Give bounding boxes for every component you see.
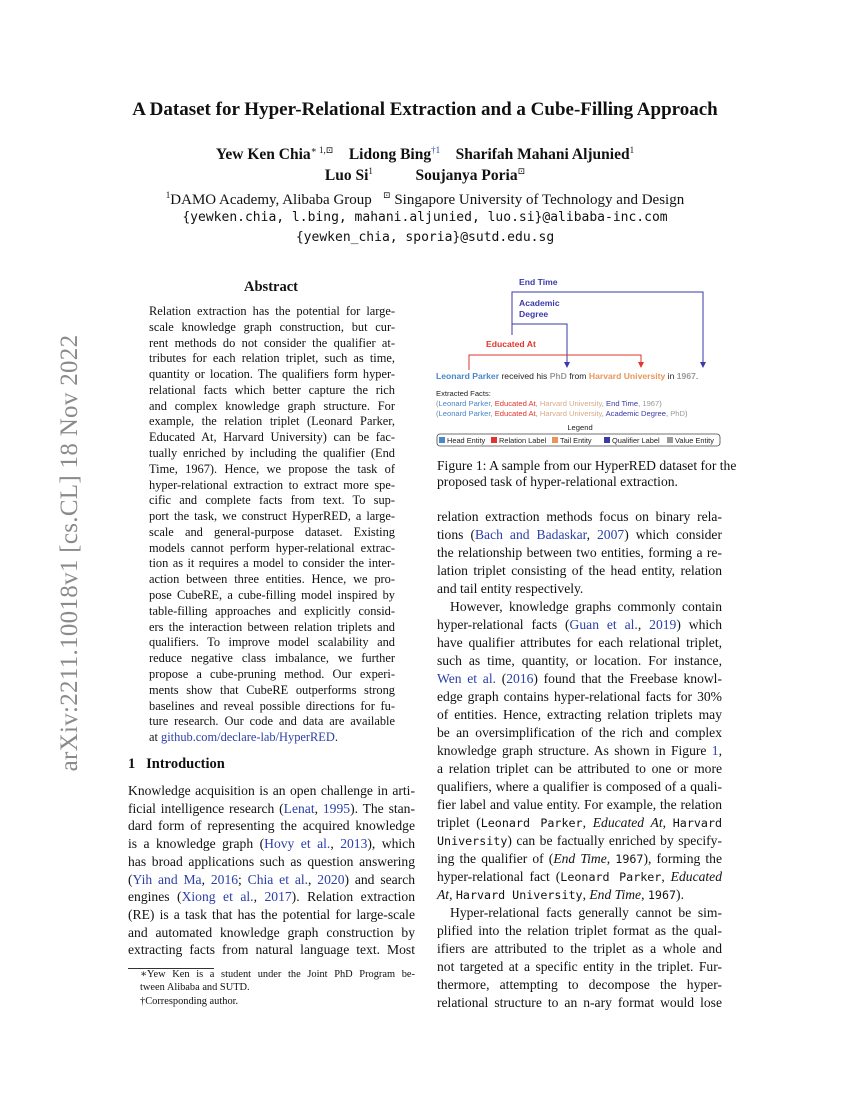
value-entity: PhD — [549, 371, 567, 381]
text-line — [149, 525, 395, 540]
head-entity: Leonard Parker — [438, 399, 491, 408]
text-line — [437, 689, 722, 705]
text-span: Leonard Parker — [560, 870, 662, 884]
text-span: extracting facts from natural language text. Most — [128, 942, 415, 958]
text-line — [437, 743, 722, 759]
text-line — [437, 545, 722, 561]
label-end-time: End Time — [519, 277, 558, 287]
citation-link[interactable]: Bach and Badaskar — [474, 527, 587, 542]
arxiv-stamp: arXiv:2211.10018v1 [cs.CL] 18 Nov 2022 — [56, 334, 83, 772]
qualifier-label: Academic Degree — [605, 409, 666, 418]
label-educated-at: Educated At — [486, 339, 536, 349]
citation-link[interactable]: Guan et al. — [569, 617, 638, 632]
text-line — [149, 493, 395, 508]
sep: , — [601, 399, 607, 408]
text-span: ing the qualifier of ( — [437, 851, 554, 866]
text-span: ture research. Our code and data are available — [149, 714, 395, 729]
text-line — [437, 851, 722, 867]
arrowhead-icon — [700, 362, 706, 368]
text-line — [128, 854, 415, 870]
text-span: Knowledge acquisition is an open challenge in arti- — [128, 783, 415, 798]
text-span: End Time — [589, 887, 642, 902]
text-span: table-filling approaches and explicitly consid- — [149, 603, 395, 618]
text-line — [437, 779, 722, 795]
text-line — [149, 714, 395, 729]
text-span: ). — [676, 887, 684, 902]
author-affil: 1 — [629, 145, 635, 155]
text-span: ( — [496, 671, 507, 686]
sutd-logo-icon: ⊡ — [325, 145, 334, 155]
text-span: , — [606, 851, 616, 866]
text-span: propose a cube-pruning method. Our experi- — [149, 666, 395, 681]
text-span: dard form of representing the acquired knowledge — [128, 818, 415, 834]
text-span: of entities. Hence, extracting relation triplets may — [437, 707, 722, 722]
text-line — [437, 509, 722, 525]
text-span: , — [449, 887, 456, 902]
text-span: ) which consider — [624, 527, 722, 542]
text-line — [140, 982, 415, 993]
text-line — [437, 653, 722, 669]
text-span: example, the relation triplet (Leonard Parker, — [149, 414, 395, 429]
text-span: not targeted at a specific entity in the triplet. Fur- — [437, 959, 722, 974]
label-degree: Degree — [519, 309, 549, 319]
text-line — [140, 968, 415, 980]
text-span: Leonard Parker — [480, 816, 583, 830]
citation-link[interactable]: 2013 — [340, 836, 368, 852]
text-line — [437, 599, 722, 615]
author-affil: ∗ 1, — [310, 145, 326, 155]
citation-link[interactable]: 2007 — [597, 527, 625, 542]
text-line — [149, 556, 395, 571]
tail-entity: Harvard University — [539, 409, 602, 418]
text-line — [437, 905, 722, 921]
text-line — [437, 869, 722, 885]
text-span: relational facts which better capture the rich — [149, 382, 395, 397]
text-span: End Time — [553, 851, 607, 866]
legend-swatch — [552, 437, 558, 443]
label-academic: Academic — [519, 298, 560, 308]
text-span: ) found that the Freebase knowl- — [533, 671, 722, 686]
figure-1 — [0, 0, 850, 460]
text-span: , — [637, 617, 650, 632]
text-span: , — [641, 887, 648, 902]
value-entity: 1967 — [676, 371, 696, 381]
arrowhead-icon — [638, 362, 644, 368]
text-span: ficial intelligence research ( — [128, 800, 284, 816]
text-span: hyper-relational facts ( — [437, 617, 570, 632]
legend-swatch — [667, 437, 673, 443]
text-span: , — [718, 743, 722, 758]
citation-link[interactable]: 1995 — [322, 800, 351, 816]
legend-label: Value Entity — [675, 436, 714, 445]
text-line — [128, 783, 415, 799]
text-line — [149, 683, 395, 698]
text-span: University — [437, 834, 508, 848]
text-span: reduce negative class imbalance, we further — [149, 651, 395, 666]
text-line — [437, 761, 722, 777]
citation-link[interactable]: Lenat — [283, 800, 315, 816]
text-line — [437, 671, 722, 687]
citation-link[interactable]: Xiong et al. — [181, 889, 254, 905]
text-span: thermore, attempting to decompose the hyper- — [437, 977, 722, 992]
text-span: fier label and value entity. For example, the relation — [437, 797, 722, 812]
legend-swatch — [439, 437, 445, 443]
sentence-text: in — [665, 371, 677, 381]
legend-title: Legend — [567, 423, 593, 432]
text-span: pose CubeRE, a cube-filling model inspired by — [149, 588, 395, 603]
citation-link[interactable]: Yih and Ma — [132, 871, 202, 887]
text-span: triplet ( — [437, 815, 481, 830]
p: ( — [436, 409, 439, 418]
figure-caption — [437, 458, 737, 490]
text-line — [128, 818, 415, 834]
text-span: cific and complete facts from text. To sup- — [149, 493, 395, 508]
text-span: 1967 — [615, 852, 644, 866]
text-span: scale knowledge graph construction, but cur- — [149, 319, 395, 334]
text-span: hyper-relational extraction to extract more spe- — [149, 477, 395, 492]
text-line — [437, 833, 722, 849]
sutd-logo-icon: ⊡ — [517, 166, 526, 176]
section-number: 1 — [128, 756, 136, 772]
citation-link[interactable]: 2017 — [264, 889, 292, 905]
text-span: ments show that CubeRE outperforms strong — [149, 682, 395, 697]
text-span: ), which — [367, 836, 415, 852]
sep: , — [535, 409, 540, 418]
text-line — [149, 572, 395, 587]
author-affil: †1 — [431, 145, 441, 155]
author-name: Luo Si — [324, 167, 369, 185]
text-span: and complex knowledge graph structure. For — [149, 398, 395, 413]
text-span: tion as it requires a model to consider the inter- — [149, 556, 395, 571]
text-span: knowledge graph structure. As shown in Figure — [437, 743, 712, 758]
text-line — [437, 563, 722, 579]
qualifier-label: End Time — [606, 399, 639, 408]
text-line — [437, 581, 722, 597]
text-span: , — [586, 527, 597, 542]
value-entity: PhD — [670, 409, 685, 418]
text-span: , — [201, 871, 211, 887]
legend-swatch — [491, 437, 497, 443]
text-line — [128, 801, 415, 817]
text-span: ), forming the — [643, 851, 723, 866]
text-line — [140, 996, 415, 1007]
text-span: ) which — [676, 617, 722, 632]
text-span: Harvard University — [455, 888, 583, 902]
text-span: tween Alibaba and SUTD. — [140, 982, 250, 994]
sentence-text: received his — [499, 371, 550, 381]
text-line — [437, 995, 722, 1011]
relation-label: Educated At — [494, 409, 536, 418]
text-span: 1967 — [647, 888, 677, 902]
citation-link[interactable]: 2020 — [317, 871, 345, 887]
affiliation-alibaba: DAMO Academy, Alibaba Group — [170, 192, 372, 208]
text-span: ∗Yew Ken is a student under the Joint PhD Program be- — [140, 969, 415, 980]
text-line — [128, 925, 415, 941]
extracted-facts-label: Extracted Facts: — [436, 389, 491, 398]
section-heading-introduction — [128, 756, 225, 773]
text-span: rent methods do not consider the qualifier at- — [149, 335, 395, 350]
text-line — [437, 887, 722, 903]
text-span: Educated At — [592, 815, 663, 830]
arrowhead-icon — [564, 362, 570, 368]
relation-label: Educated At — [494, 399, 536, 408]
text-line — [437, 527, 722, 543]
legend-label: Relation Label — [499, 436, 547, 445]
text-line — [128, 836, 415, 852]
sep: , — [665, 409, 671, 418]
text-line — [149, 588, 395, 603]
sep: , — [490, 399, 495, 408]
author-affil: 1 — [368, 166, 373, 176]
text-line — [437, 725, 722, 741]
text-span: Hyper-relational facts generally cannot be sim- — [450, 905, 722, 920]
text-line — [149, 541, 395, 556]
sep: , — [638, 399, 643, 408]
sep: , — [490, 409, 495, 418]
text-span: quantity or location. The qualifiers form hyper- — [149, 367, 395, 382]
value-entity: 1967 — [642, 399, 660, 408]
text-span: qualifiers. To improve model scalability and — [149, 635, 395, 650]
text-span: a relation triplet can be attributed to one or more — [437, 761, 722, 776]
citation-link[interactable]: github.com/declare-lab/HyperRED — [161, 730, 335, 745]
author-name: Sharifah Mahani Aljunied — [455, 146, 630, 164]
legend-label: Tail Entity — [560, 436, 592, 445]
text-span: qualifiers, where a qualifier is composed of a quali- — [437, 779, 722, 794]
text-span: Harvard — [672, 816, 723, 830]
text-line — [128, 907, 415, 923]
text-line — [437, 797, 722, 813]
text-span: †Corresponding author. — [140, 996, 239, 1008]
text-span: at — [149, 730, 162, 745]
text-span: Educated — [670, 869, 723, 884]
text-line — [437, 977, 722, 993]
text-span: However, knowledge graphs commonly contain — [450, 599, 722, 614]
text-span: ers the interaction between relation triplets and — [149, 619, 395, 634]
text-span: plified into the relation triplet format as the qual- — [437, 923, 722, 938]
legend-label: Head Entity — [447, 436, 486, 445]
text-span: , — [253, 889, 265, 905]
legend-swatch — [604, 437, 610, 443]
text-span: have qualifier attributes for each relational triplet, — [437, 635, 722, 650]
citation-link[interactable]: Chia et al. — [247, 871, 309, 887]
p: ) — [659, 399, 662, 408]
head-entity: Leonard Parker — [436, 371, 500, 381]
example-sentence — [436, 371, 698, 381]
text-span: . — [334, 730, 338, 745]
paper-title: A Dataset for Hyper-Relational Extraction and a Cube-Filling Approach — [132, 99, 718, 120]
fact-2 — [436, 409, 688, 418]
p: ) — [684, 409, 688, 418]
text-span: be an oversimplification of the rich and complex — [437, 725, 722, 740]
citation-link[interactable]: 2019 — [649, 617, 677, 632]
text-line — [437, 959, 722, 975]
text-span: action between three entities. Hence, we pro- — [149, 572, 395, 587]
text-span: ; — [238, 871, 248, 887]
text-line — [149, 651, 395, 666]
text-line — [149, 635, 395, 650]
email-line-1: {yewken.chia, l.bing, mahani.aljunied, luo.si}@alibaba-inc.com — [182, 210, 668, 225]
text-line — [128, 889, 415, 905]
tail-entity: Harvard University — [588, 371, 666, 381]
text-span: is a knowledge graph ( — [128, 836, 265, 852]
legend-label: Qualifier Label — [612, 436, 660, 445]
text-span: relation extraction methods focus on binary rela- — [437, 509, 722, 524]
abstract-heading: Abstract — [244, 279, 298, 295]
affiliation-sutd: Singapore University of Technology and Design — [394, 192, 685, 208]
citation-link[interactable]: 1 — [711, 743, 719, 758]
text-span: , — [582, 887, 590, 902]
text-span: Educated At, Harvard University) can be fac- — [149, 430, 395, 445]
tail-entity: Harvard University — [539, 399, 602, 408]
text-line — [149, 699, 395, 714]
text-span: scale and general-purpose dataset. Existing — [149, 524, 395, 539]
text-line — [149, 509, 395, 524]
text-line — [149, 478, 395, 493]
text-span: , — [661, 869, 671, 884]
text-line — [149, 620, 395, 635]
text-line — [149, 667, 395, 682]
caption-line: proposed task of hyper-relational extraction. — [437, 474, 678, 489]
text-span: , — [582, 815, 593, 830]
text-line — [437, 941, 722, 957]
head-entity: Leonard Parker — [438, 409, 491, 418]
citation-link[interactable]: 2016 — [506, 671, 534, 686]
citation-link[interactable]: Hovy et al. — [264, 836, 331, 852]
text-line — [149, 730, 395, 745]
text-span: tually enriched by including the qualifier (End — [149, 446, 395, 461]
text-span: engines ( — [128, 889, 182, 905]
sentence-text: . — [695, 371, 699, 381]
text-span: , — [308, 871, 318, 887]
author-name: Lidong Bing — [348, 146, 432, 164]
fact-1 — [436, 399, 662, 408]
text-span: Time, 1967). Hence, we propose the task of — [149, 461, 395, 476]
text-span: the relationship between two entities, forming a re- — [437, 545, 722, 560]
caption-line: Figure 1: A sample from our HyperRED dataset for the — [437, 458, 737, 473]
text-span: ( — [128, 871, 133, 887]
email-line-2: {yewken_chia, sporia}@sutd.edu.sg — [295, 230, 555, 245]
text-span: and tail entity respectively. — [437, 581, 584, 596]
sentence-text: from — [566, 371, 589, 381]
sep: , — [535, 399, 540, 408]
text-span: ifiers are attributed to the triplet as a whole and — [437, 941, 722, 956]
text-line — [437, 815, 722, 831]
text-span: relational structure to an n-ary format would lose — [437, 995, 722, 1010]
text-line — [437, 923, 722, 939]
text-span: hyper-relational fact ( — [437, 869, 561, 884]
text-span: edge graph contains hyper-relational facts for 30% — [437, 689, 722, 704]
text-span: models cannot perform hyper-relational extrac- — [149, 540, 395, 555]
text-line — [437, 707, 722, 723]
text-span: and automated knowledge graph construction by — [128, 924, 415, 940]
text-span: baselines and reveal possible directions for fu- — [149, 698, 395, 713]
educated-at-arrow-line — [469, 355, 641, 370]
text-span: has broad applications such as question answering — [128, 853, 415, 869]
text-span: , — [662, 815, 673, 830]
affil-marker: 1 — [165, 190, 171, 200]
text-span: At — [437, 887, 450, 902]
text-span: port the task, we construct HyperRED, a large- — [149, 509, 395, 524]
author-name: Soujanya Poria — [415, 167, 518, 185]
text-span: tions ( — [437, 527, 475, 542]
text-span: ) can be factually enriched by specify- — [507, 833, 722, 848]
text-span: Relation extraction has the potential for large- — [149, 304, 395, 318]
text-span: ) and search — [344, 871, 416, 887]
text-span: , — [330, 836, 341, 852]
text-span: , — [314, 800, 323, 816]
text-span: ). Relation extraction — [291, 889, 416, 905]
text-span: such as time, quantity, or location. For instance, — [437, 653, 722, 668]
citation-link[interactable]: Wen et al. — [437, 671, 496, 686]
text-line — [437, 635, 722, 651]
text-line — [437, 617, 722, 633]
text-span: tributes for each relation triplet, such as time, — [149, 351, 395, 366]
sutd-logo-icon: ⊡ — [383, 190, 391, 200]
p: ( — [436, 399, 439, 408]
text-line — [149, 604, 395, 619]
citation-link[interactable]: 2016 — [210, 871, 239, 887]
sep: , — [601, 409, 606, 418]
text-line — [149, 462, 395, 477]
text-span: (RE) is a task that has the potential for large-scale — [128, 906, 415, 922]
section-title: Introduction — [146, 756, 225, 772]
text-span: ). The stan- — [350, 800, 415, 816]
text-line — [128, 942, 415, 958]
text-span: lation triplet consisting of the head entity, relation — [437, 563, 722, 578]
text-line — [128, 872, 415, 888]
author-name: Yew Ken Chia — [215, 146, 311, 164]
